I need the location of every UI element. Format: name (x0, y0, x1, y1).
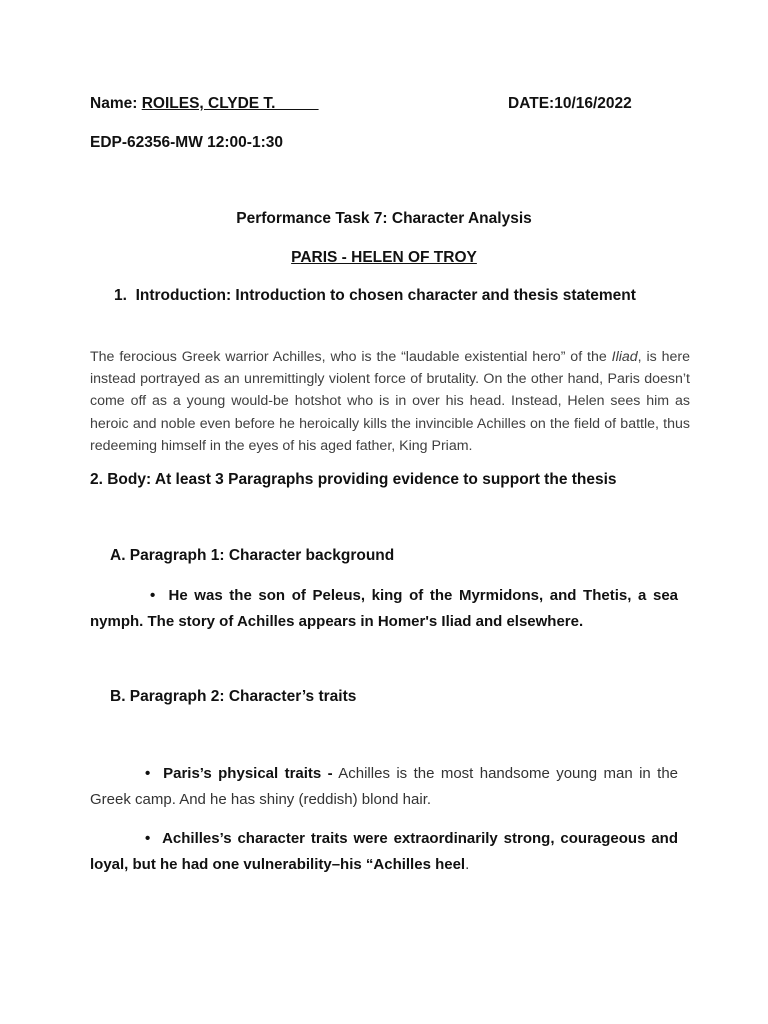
course-line: EDP-62356-MW 12:00-1:30 (90, 134, 283, 151)
bullet-icon: • (145, 765, 151, 782)
name-label: Name: (90, 95, 138, 112)
intro-italic-title: Iliad (611, 349, 638, 365)
section2-heading: 2. Body: At least 3 Paragraphs providing evidence to support the thesis (90, 471, 617, 488)
name-text: ROILES, CLYDE T. (141, 95, 276, 112)
section1-text: Introduction: Introduction to chosen character and thesis statement (135, 287, 636, 304)
paragraph-a-bullet (90, 583, 678, 635)
name-value (142, 95, 319, 112)
page-subtitle: PARIS - HELEN OF TROY (291, 249, 477, 266)
bullet-icon: • (145, 830, 151, 847)
date-line: DATE:10/16/2022 (508, 95, 632, 112)
paragraph-a-heading: A. Paragraph 1: Character background (110, 547, 395, 564)
name-line (90, 95, 319, 113)
intro-paragraph (90, 346, 690, 457)
bullet2-end: . (465, 856, 470, 873)
bullet1-bold-label: Paris’s physical traits - (163, 765, 333, 782)
intro-text-2: , is here instead portrayed as an unremittingly violent force of brutality. On the other hand, Paris doesn’t come off as a young would-be hotshot who is in over his head. Instead, Helen sees him as heroic and noble even before he heroically kills the invincible Achilles on the field of battle, thus redeeming himself in the eyes of his aged father, King Priam. (90, 349, 691, 454)
section1-number: 1. (114, 287, 127, 304)
intro-text-1: The ferocious Greek warrior Achilles, who is the “laudable existential hero” of the (90, 349, 612, 365)
section1-heading (114, 287, 636, 305)
bullet2-bold-text: Achilles’s character traits were extraordinarily strong, courageous and loyal, but he had one vulnerability–his “Achilles heel (90, 830, 678, 873)
paragraph-b-heading: B. Paragraph 2: Character’s traits (110, 688, 357, 705)
bullet-icon: • (150, 587, 156, 604)
name-underline-pad (276, 95, 319, 112)
paragraph-b-bullet-2 (90, 826, 678, 878)
page-title: Performance Task 7: Character Analysis (236, 210, 532, 227)
paragraph-a-bullet-text: He was the son of Peleus, king of the Myrmidons, and Thetis, a sea nymph. The story of Achilles appears in Homer's Iliad and elsewhere. (90, 587, 678, 630)
bullet1-text: Achilles is the most handsome young man in the Greek camp. And he has shiny (reddish) blond hair. (90, 765, 679, 808)
paragraph-b-bullet-1 (90, 761, 678, 813)
